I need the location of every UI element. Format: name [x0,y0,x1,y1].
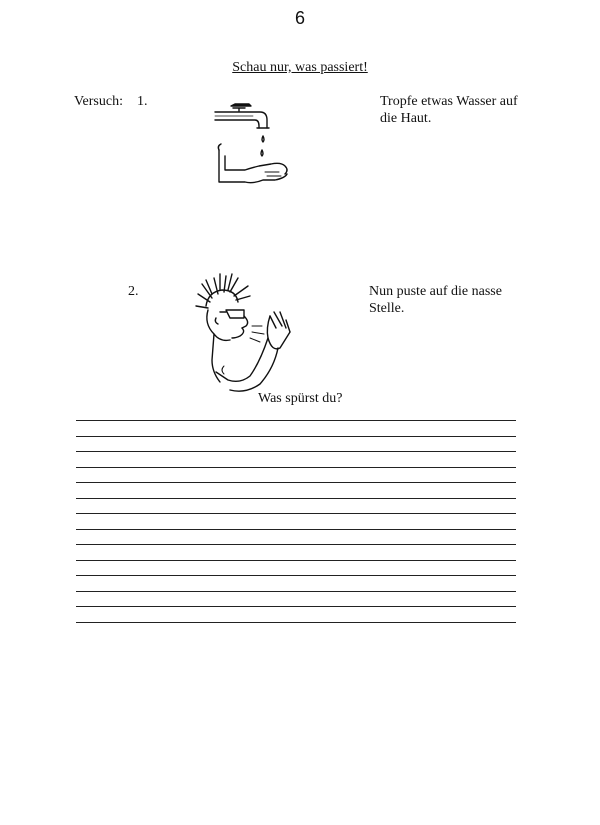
answer-line[interactable] [76,421,516,437]
answer-line[interactable] [76,499,516,515]
page-number: 6 [294,8,305,28]
answer-line[interactable] [76,576,516,592]
person-blowing-illustration [190,272,305,397]
experiment-2-instruction-line1: Nun puste auf die nasse [369,284,502,299]
answer-line[interactable] [76,607,516,623]
answer-line[interactable] [76,561,516,577]
answer-lines[interactable] [76,420,516,623]
faucet-drip-illustration [205,100,300,190]
answer-line[interactable] [76,452,516,468]
experiment-1-instruction-line1: Tropfe etwas Wasser auf [380,94,518,109]
experiment-2-instruction [369,283,502,317]
answer-line[interactable] [76,468,516,484]
answer-line[interactable] [76,545,516,561]
answer-line[interactable] [76,514,516,530]
experiment-1-instruction [380,93,518,127]
answer-line[interactable] [76,483,516,499]
experiment-2-number: 2. [128,284,139,299]
versuch-label: Versuch: [74,94,123,109]
experiment-1-number: 1. [137,94,148,109]
answer-line[interactable] [76,437,516,453]
question-text: Was spürst du? [258,391,343,406]
worksheet-title: Schau nur, was passiert! [232,60,368,75]
answer-line[interactable] [76,592,516,608]
experiment-2-instruction-line2: Stelle. [369,301,405,316]
answer-line[interactable] [76,530,516,546]
experiment-1-instruction-line2: die Haut. [380,111,432,126]
